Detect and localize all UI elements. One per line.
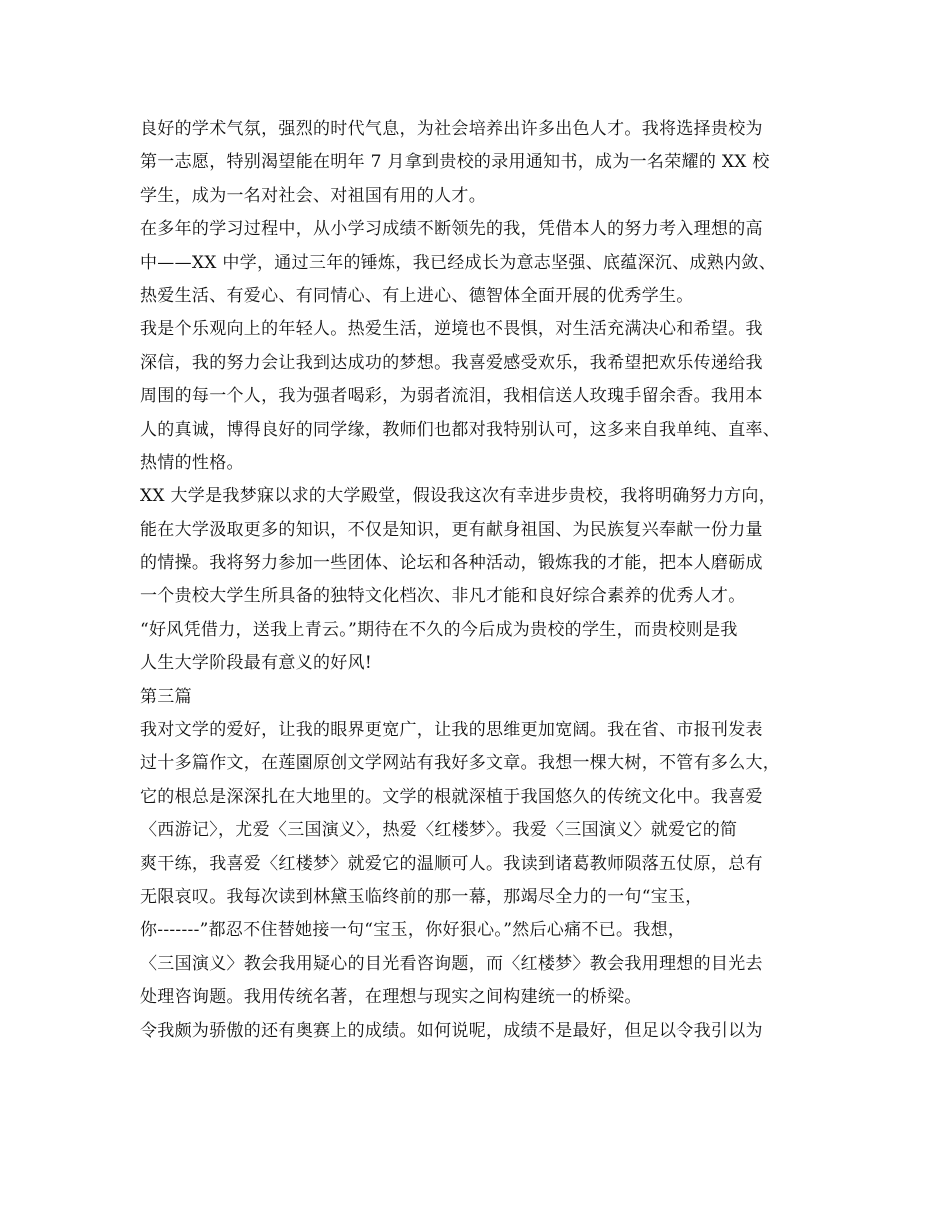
section-heading: 第三篇 <box>140 686 192 707</box>
text-line: 无限哀叹。我每次读到林黛玉临终前的那一幕，那竭尽全力的一句“宝玉， <box>140 886 703 907</box>
text-line: 的情操。我将努力参加一些团体、论坛和各种活动，锻炼我的才能，把本人磨砺成 <box>140 553 763 574</box>
text-line: 学生，成为一名对社会、对祖国有用的人才。 <box>140 185 486 206</box>
text-line: 我是个乐观向上的年轻人。热爱生活，逆境也不畏惧，对生活充满决心和希望。我 <box>140 319 763 340</box>
text-line: 中——XX 中学，通过三年的锤炼，我已经成长为意志坚强、底蕴深沉、成熟内敛、 <box>140 252 777 273</box>
text-line: 人的真诚，博得良好的同学缘，教师们也都对我特别认可，这多来自我单纯、直率、 <box>140 419 781 440</box>
text-line: 〈三国演义〉教会我用疑心的目光看咨询题，而〈红楼梦〉教会我用理想的目光去 <box>140 953 763 974</box>
text-line: 它的根总是深深扎在大地里的。文学的根就深植于我国悠久的传统文化中。我喜爱 <box>140 786 763 807</box>
text-line: 我对文学的爱好，让我的眼界更宽广，让我的思维更加宽阔。我在省、市报刊发表 <box>140 720 763 741</box>
text-line: 深信，我的努力会让我到达成功的梦想。我喜爱感受欢乐，我希望把欢乐传递给我 <box>140 352 763 373</box>
text-line: 能在大学汲取更多的知识，不仅是知识，更有献身祖国、为民族复兴奉献一份力量 <box>140 519 763 540</box>
text-line: 处理咨询题。我用传统名著，在理想与现实之间构建统一的桥梁。 <box>140 987 642 1008</box>
text-line: 第一志愿，特别渴望能在明年 7 月拿到贵校的录用通知书，成为一名荣耀的 XX 校 <box>140 152 770 173</box>
text-line: 过十多篇作文，在莲園原创文学网站有我好多文章。我想一棵大树，不管有多么大， <box>140 753 781 774</box>
text-line: 爽干练，我喜爱〈红楼梦〉就爱它的温顺可人。我读到诸葛教师陨落五仗原，总有 <box>140 853 763 874</box>
document-body <box>140 113 830 1048</box>
text-line: 令我颇为骄傲的还有奥赛上的成绩。如何说呢，成绩不是最好，但足以令我引以为 <box>140 1020 763 1041</box>
text-line: “好风凭借力，送我上青云。”期待在不久的今后成为贵校的学生，而贵校则是我 <box>140 619 738 640</box>
text-line: 热情的性格。 <box>140 452 244 473</box>
text-line: 一个贵校大学生所具备的独特文化档次、非凡才能和良好综合素养的优秀人才。 <box>140 586 746 607</box>
text-line: 良好的学术气氛，强烈的时代气息，为社会培养出许多出色人才。我将选择贵校为 <box>140 119 763 139</box>
text-line: 〈西游记〉，尤爱〈三国演义〉，热爱〈红楼梦〉。我爱〈三国演义〉就爱它的简 <box>140 820 738 841</box>
text-line: XX 大学是我梦寐以求的大学殿堂，假设我这次有幸进步贵校，我将明确努力方向， <box>140 486 777 507</box>
text-line: 你-------”都忍不住替她接一句“宝玉，你好狠心。”然后心痛不已。我想， <box>140 920 686 941</box>
text-line: 热爱生活、有爱心、有同情心、有上进心、德智体全面开展的优秀学生。 <box>140 285 694 306</box>
text-line: 在多年的学习过程中，从小学习成绩不断领先的我，凭借本人的努力考入理想的高 <box>140 219 763 240</box>
text-line: 人生大学阶段最有意义的好风! <box>140 653 373 674</box>
text-line: 周围的每一个人，我为强者喝彩，为弱者流泪，我相信送人玫瑰手留余香。我用本 <box>140 386 763 407</box>
